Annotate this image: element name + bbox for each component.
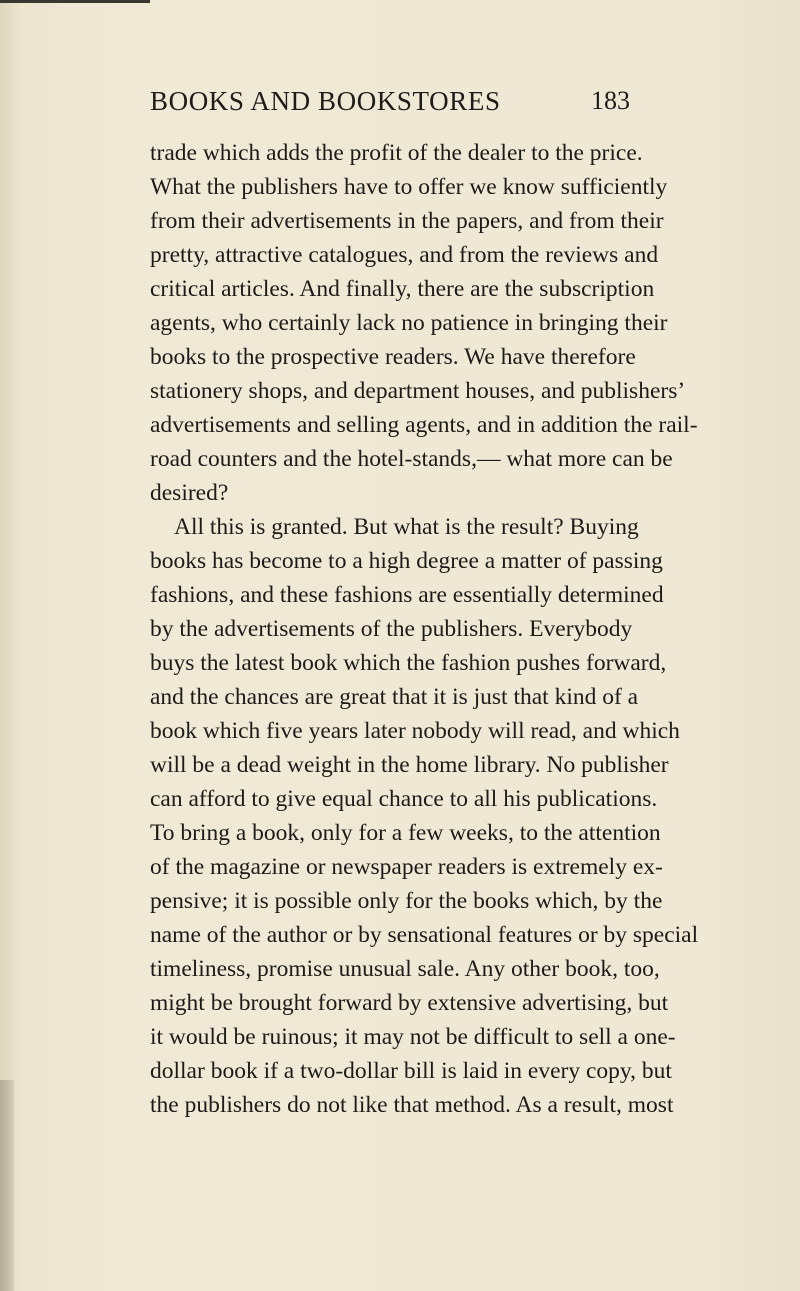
text-line: from their advertisements in the papers, and from their — [150, 208, 664, 234]
page-header — [150, 86, 630, 120]
text-line: buys the latest book which the fashion pushes forward, — [150, 650, 667, 676]
text-line: desired? — [150, 480, 229, 506]
text-line: name of the author or by sensational features or by special — [150, 922, 699, 948]
text-line: pretty, attractive catalogues, and from the reviews and — [150, 242, 659, 268]
text-line: might be brought forward by extensive advertising, but — [150, 990, 669, 1016]
running-head: BOOKS AND BOOKSTORES — [150, 86, 501, 116]
text-line: trade which adds the profit of the dealer to the price. — [150, 140, 643, 166]
text-line: will be a dead weight in the home library. No publisher — [150, 752, 669, 778]
text-line: timeliness, promise unusual sale. Any other book, too, — [150, 956, 660, 982]
text-line: it would be ruinous; it may not be difficult to sell a one- — [150, 1024, 676, 1050]
text-line: the publishers do not like that method. As a result, most — [150, 1092, 674, 1118]
text-line: pensive; it is possible only for the books which, by the — [150, 888, 663, 914]
text-line: dollar book if a two-dollar bill is laid in every copy, but — [150, 1058, 672, 1084]
text-line: fashions, and these fashions are essentially determined — [150, 582, 664, 608]
text-line: road counters and the hotel-stands,— what more can be — [150, 446, 673, 472]
text-line: agents, who certainly lack no patience in bringing their — [150, 310, 668, 336]
text-line: All this is granted. But what is the result? Buying — [174, 514, 639, 540]
page-top-edge — [0, 0, 150, 3]
text-line: critical articles. And finally, there are the subscription — [150, 276, 655, 302]
text-line: books has become to a high degree a matter of passing — [150, 548, 663, 574]
text-line: What the publishers have to offer we know sufficiently — [150, 174, 668, 200]
text-line: advertisements and selling agents, and in addition the rail- — [150, 412, 698, 438]
text-line: can afford to give equal chance to all his publications. — [150, 786, 658, 812]
text-line: and the chances are great that it is just that kind of a — [150, 684, 639, 710]
text-line: stationery shops, and department houses, and publishers’ — [150, 378, 686, 404]
text-line: To bring a book, only for a few weeks, to the attention — [150, 820, 661, 846]
page-number: 183 — [591, 86, 630, 115]
text-line: books to the prospective readers. We have therefore — [150, 344, 636, 370]
text-line: of the magazine or newspaper readers is extremely ex- — [150, 854, 663, 880]
text-line: book which five years later nobody will read, and which — [150, 718, 680, 744]
text-line: by the advertisements of the publishers. Everybody — [150, 616, 633, 642]
gutter-shadow — [0, 1080, 14, 1291]
